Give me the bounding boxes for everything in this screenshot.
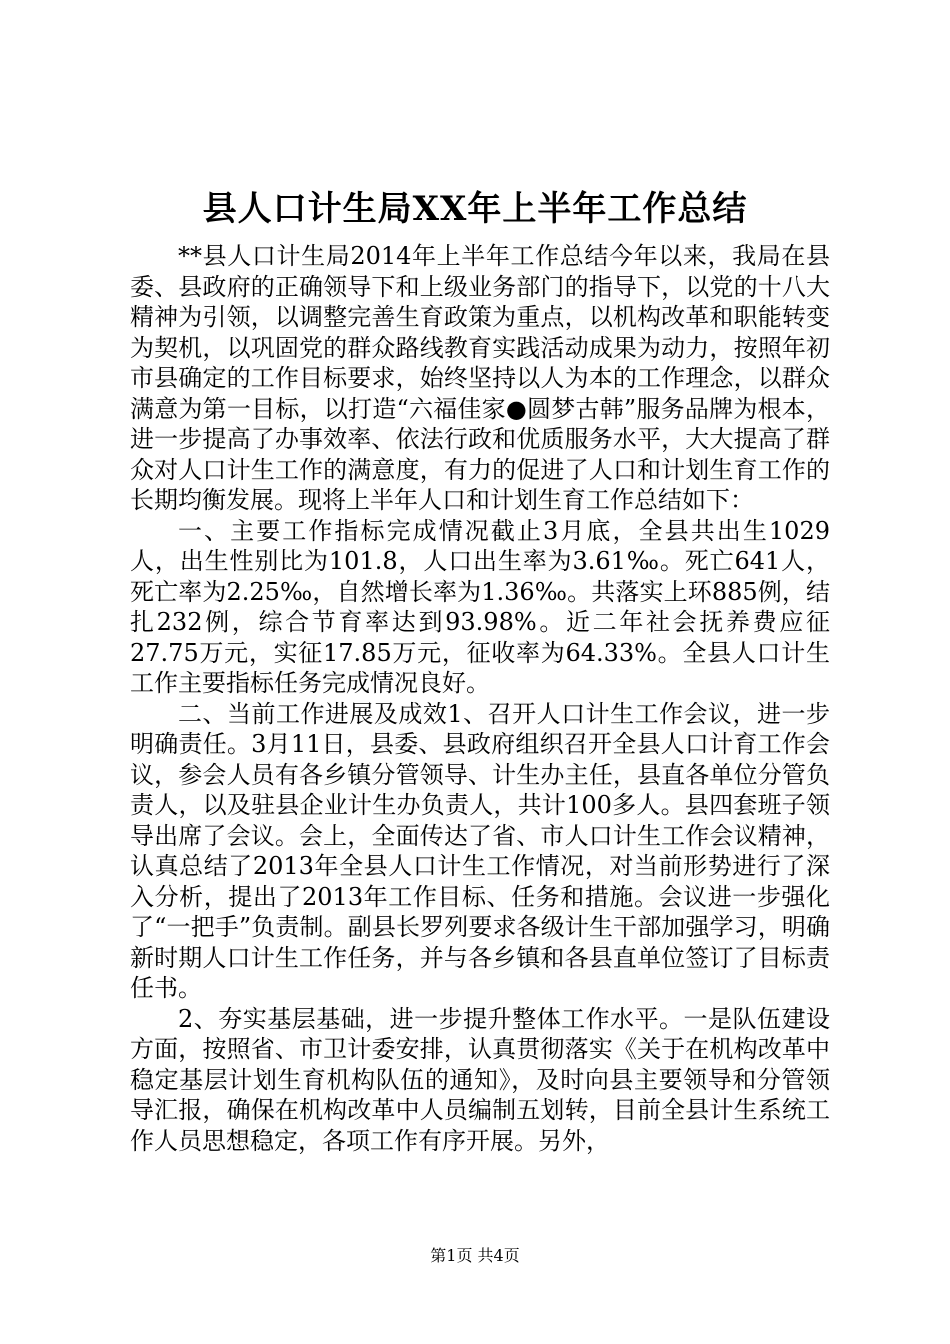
document-title: 县人口计生局XX年上半年工作总结 — [202, 189, 748, 229]
paragraph-intro: **县人口计生局2014年上半年工作总结今年以来，我局在县委、县政府的正确领导下和上级业务部门的指导下，以党的十八大精神为引领，以调整完善生育政策为重点，以机构改革和职能转变为契机，以巩固党的群众路线教育实践活动成果为动力，按照年初市县确定的工作目标要求，始终坚持以人为本的工作理念，以群众满意为第一目标，以打造“六福佳家●圆梦古韩”服务品牌为根本，进一步提高了办事效率、依法行政和优质服务水平，大大提高了群众对人口计生工作的满意度，有力的促进了人口和计划生育工作的长期均衡发展。现将上半年人口和计划生育工作总结如下： — [130, 242, 830, 514]
page-number: 第1页 共4页 — [430, 1246, 520, 1265]
paragraph-section-1: 一、主要工作指标完成情况截止3月底，全县共出生1029人，出生性别比为101.8，人口出生率为3.61‰。死亡641人，死亡率为2.25‰，自然增长率为1.36‰。共落实上环885例，结扎232例，综合节育率达到93.98%。近二年社会抚养费应征27.75万元，实征17.85万元，征收率为64.33%。全县人口计生工作主要指标任务完成情况良好。 — [130, 516, 830, 697]
document-body — [130, 241, 830, 1156]
paragraph-section-2-item-2: 2、夯实基层基础，进一步提升整体工作水平。一是队伍建设方面，按照省、市卫计委安排，认真贯彻落实《关于在机构改革中稳定基层计划生育机构队伍的通知》，及时向县主要领导和分管领导汇报，确保在机构改革中人员编制五划转，目前全县计生系统工作人员思想稳定，各项工作有序开展。另外， — [130, 1004, 830, 1155]
paragraph-section-2: 二、当前工作进展及成效1、召开人口计生工作会议，进一步明确责任。3月11日，县委、县政府组织召开全县人口计育工作会议，参会人员有各乡镇分管领导、计生办主任，县直各单位分管负责人，以及驻县企业计生办负责人，共计100多人。县四套班子领导出席了会议。会上，全面传达了省、市人口计生工作会议精神，认真总结了2013年全县人口计生工作情况，对当前形势进行了深入分析，提出了2013年工作目标、任务和措施。会议进一步强化了“一把手”负责制。副县长罗列要求各级计生干部加强学习，明确新时期人口计生工作任务，并与各乡镇和各县直单位签订了目标责任书。 — [130, 699, 830, 1002]
